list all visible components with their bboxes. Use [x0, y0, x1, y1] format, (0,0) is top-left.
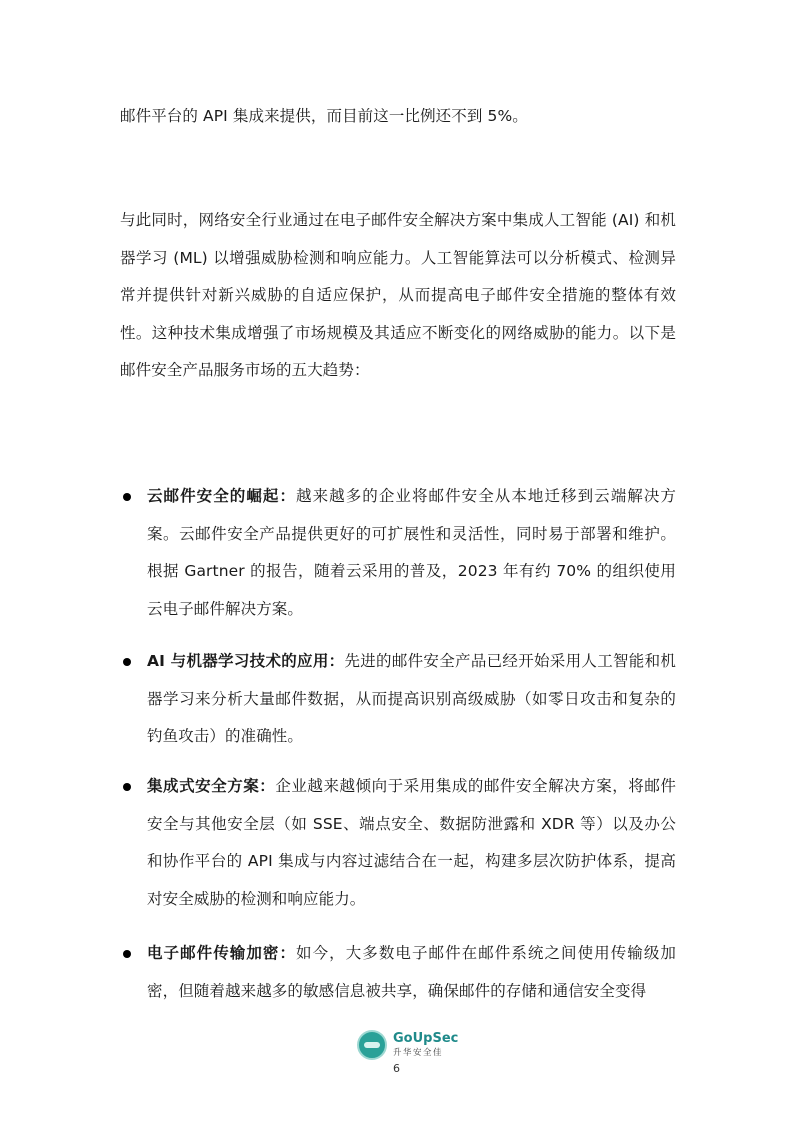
bullet-dot-icon — [123, 783, 131, 791]
bullet-term: AI 与机器学习技术的应用： — [147, 652, 345, 670]
bullet-body — [147, 643, 676, 756]
page-number: 6 — [393, 1062, 400, 1075]
footer-logo — [357, 1030, 459, 1066]
bullet-text: 越来越多的企业将邮件安全从本地迁移到云端解决方案。云邮件安全产品提供更好的可扩展性和灵活性，同时易于部署和维护。根据 Gartner 的报告，随着云采用的普及，2023 年有约 70% 的组织使用云电子邮件解决方案。 — [147, 487, 676, 618]
bullet-item — [120, 643, 676, 756]
bullet-item — [120, 478, 676, 628]
bullet-text: 如今，大多数电子邮件在邮件系统之间使用传输级加密，但随着越来越多的敏感信息被共享，确保邮件的存储和通信安全变得 — [147, 944, 676, 1000]
bullet-term: 电子邮件传输加密： — [147, 944, 297, 962]
bullet-dot-icon — [123, 950, 131, 958]
paragraph-continuation: 邮件平台的 API 集成来提供，而目前这一比例还不到 5%。 — [120, 107, 528, 125]
logo-subtitle: 升华安全佳 — [393, 1048, 444, 1058]
logo-emblem-icon — [357, 1030, 387, 1060]
bullet-body — [147, 478, 676, 628]
bullet-term: 云邮件安全的崛起： — [147, 487, 297, 505]
paragraph-market-trends-intro: 与此同时，网络安全行业通过在电子邮件安全解决方案中集成人工智能 (AI) 和机器学习 (ML) 以增强威胁检测和响应能力。人工智能算法可以分析模式、检测异常并提供针对新兴威胁的自适应保护，从而提高电子邮件安全措施的整体有效性。这种技术集成增强了市场规模及其适应不断变化的网络威胁的能力。以下是邮件安全产品服务市场的五大趋势： — [120, 211, 676, 379]
bullet-text: 先进的邮件安全产品已经开始采用人工智能和机器学习来分析大量邮件数据，从而提高识别高级威胁（如零日攻击和复杂的钓鱼攻击）的准确性。 — [147, 652, 676, 745]
logo-wordmark: GoUpSec — [393, 1031, 459, 1046]
bullet-text: 企业越来越倾向于采用集成的邮件安全解决方案，将邮件安全与其他安全层（如 SSE、端点安全、数据防泄露和 XDR 等）以及办公和协作平台的 API 集成与内容过滤结合在一起，构建多层次防护体系，提高对安全威胁的检测和响应能力。 — [147, 777, 676, 908]
bullet-dot-icon — [123, 658, 131, 666]
bullet-item — [120, 935, 676, 1010]
bullet-item — [120, 768, 676, 918]
bullet-body — [147, 768, 676, 918]
bullet-term: 集成式安全方案： — [147, 777, 276, 795]
bullet-dot-icon — [123, 493, 131, 501]
bullet-body — [147, 935, 676, 1010]
